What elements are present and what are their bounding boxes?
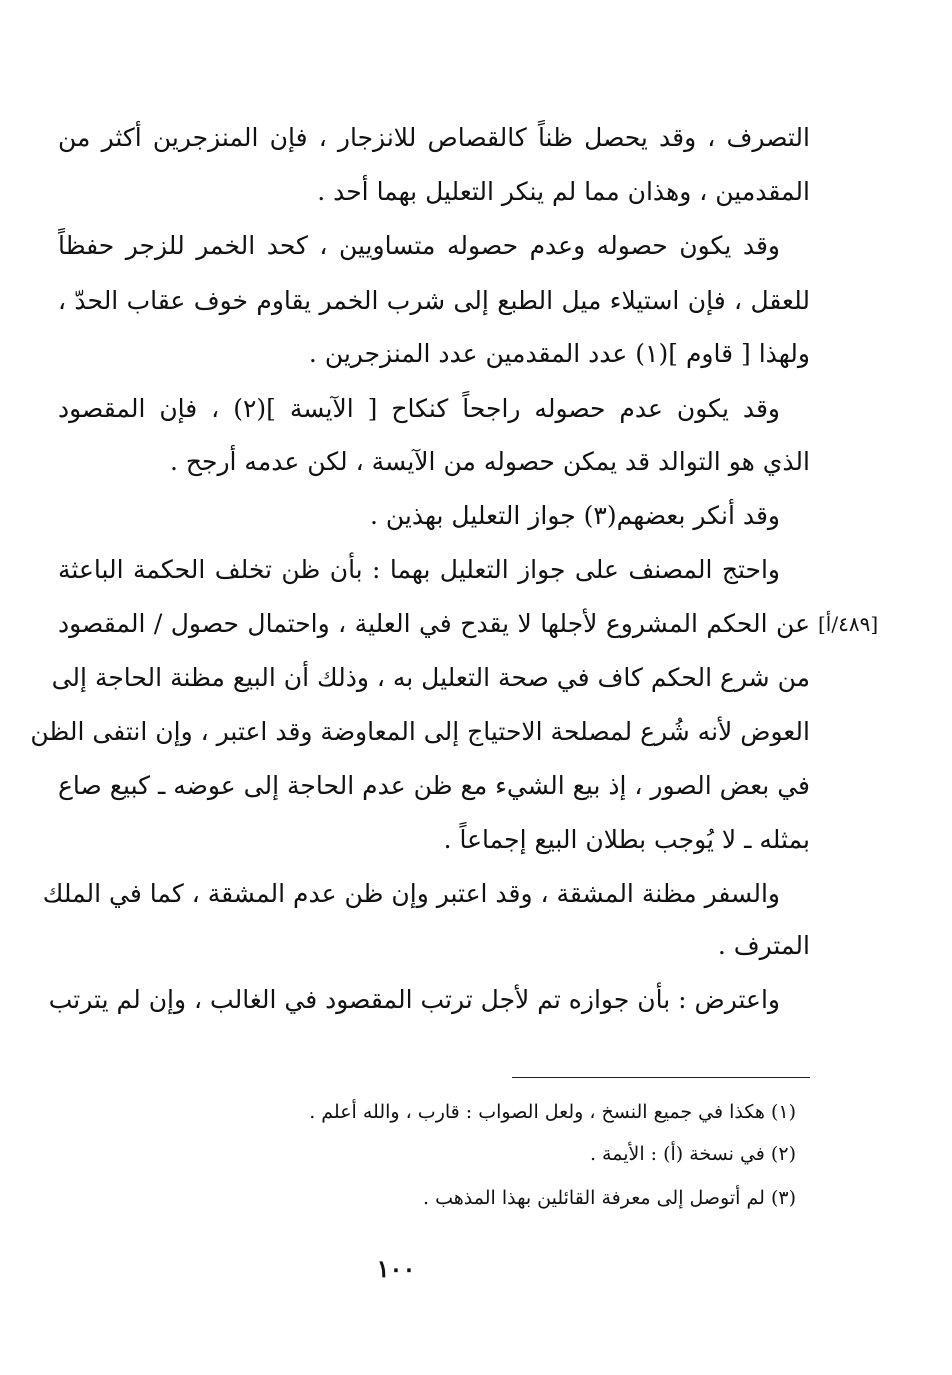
- text-line-7: الذي هو التوالد قد يمكن حصوله من الآيسة ، لكن عدمه أرجح .: [169, 447, 810, 476]
- text-line-13: في بعض الصور ، إذ بيع الشيء مع ظن عدم الحاجة إلى عوضه ـ كبيع صاع: [58, 771, 810, 800]
- footnote-separator: [512, 1077, 810, 1078]
- footnote-3: (٣) لم أتوصل إلى معرفة القائلين بهذا المذهب .: [423, 1187, 796, 1209]
- text-line-6: وقد يكون عدم حصوله راجحاً كنكاح [ الآيسة ](٢) ، فإن المقصود: [58, 394, 780, 423]
- text-line-16: المترف .: [717, 931, 810, 960]
- text-line-1: التصرف ، وقد يحصل ظناً كالقصاص للانزجار ، فإن المنزجرين أكثر من: [58, 123, 810, 152]
- text-line-9: واحتج المصنف على جواز التعليل بهما : بأن ظن تخلف الحكمة الباعثة: [58, 555, 780, 584]
- folio-marginal-note: [٤٨٩/أ]: [818, 612, 879, 636]
- text-line-17: واعترض : بأن جوازه تم لأجل ترتب المقصود في الغالب ، وإن لم يترتب: [48, 985, 780, 1014]
- text-line-12: العوض لأنه شُرع لمصلحة الاحتياج إلى المعاوضة وقد اعتبر ، وإن انتفى الظن: [30, 717, 810, 746]
- page-number: ١٠٠: [376, 1254, 416, 1283]
- text-line-8: وقد أنكر بعضهم(٣) جواز التعليل بهذين .: [370, 501, 780, 530]
- text-line-4: للعقل ، فإن استيلاء ميل الطبع إلى شرب الخمر يقاوم خوف عقاب الحدّ ،: [58, 286, 810, 315]
- text-line-15: والسفر مظنة المشقة ، وقد اعتبر وإن ظن عدم المشقة ، كما في الملك: [42, 879, 780, 908]
- text-line-3: وقد يكون حصوله وعدم حصوله متساويين ، كحد الخمر للزجر حفظاً: [58, 231, 780, 260]
- text-line-5: ولهذا [ قاوم ](١) عدد المقدمين عدد المنزجرين .: [308, 339, 810, 368]
- text-line-11: من شرع الحكم كاف في صحة التعليل به ، وذلك أن البيع مظنة الحاجة إلى: [51, 663, 810, 692]
- text-line-14: بمثله ـ لا يُوجب بطلان البيع إجماعاً .: [443, 825, 810, 854]
- text-line-2: المقدمين ، وهذان مما لم ينكر التعليل بهما أحد .: [317, 177, 810, 206]
- footnote-1: (١) هكذا في جميع النسخ ، ولعل الصواب : قارب ، والله أعلم .: [309, 1101, 796, 1123]
- text-line-10: عن الحكم المشروع لأجلها لا يقدح في العلية ، واحتمال حصول / المقصود: [58, 609, 810, 638]
- footnote-2: (٢) في نسخة (أ) : الأيمة .: [589, 1143, 796, 1165]
